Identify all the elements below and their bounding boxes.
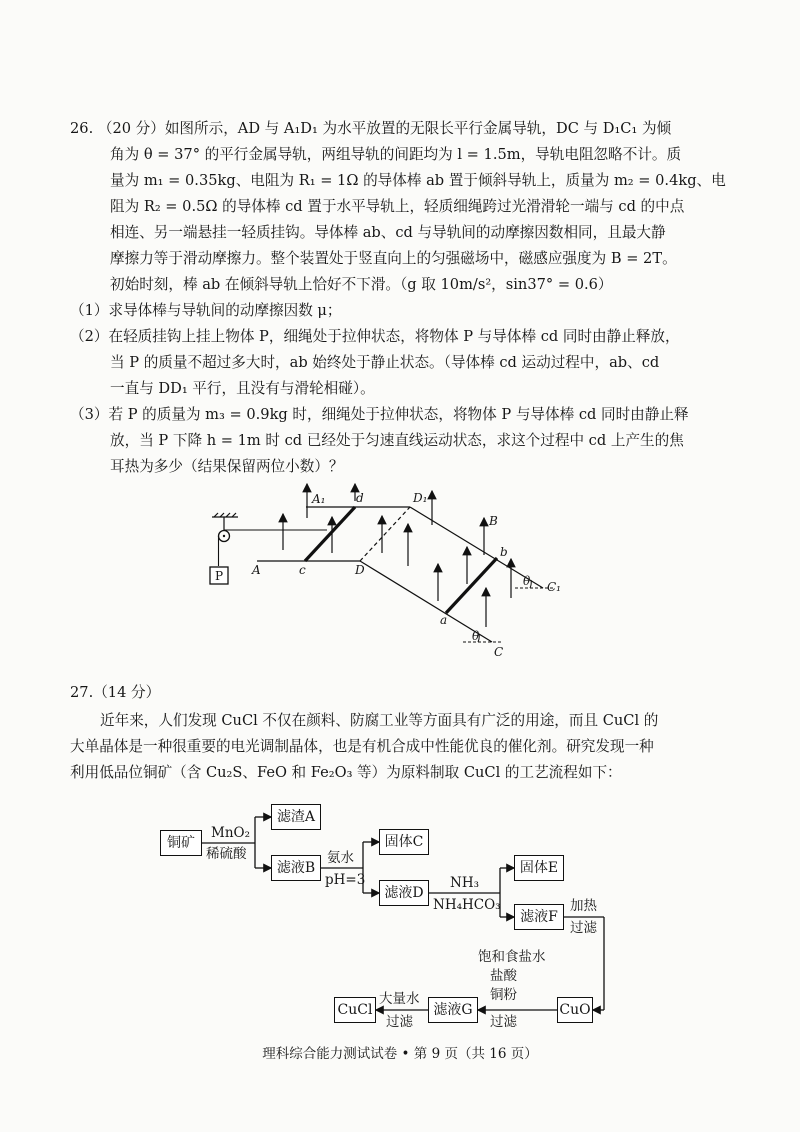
q27-para-line: 大单晶体是一种很重要的电光调制晶体，也是有机合成中性能优良的催化剂。研究发现一种 bbox=[70, 738, 654, 755]
q26-sub2-line: 当 P 的质量不超过多大时，ab 始终处于静止状态。（导体棒 cd 运动过程中，ab、cd bbox=[110, 354, 660, 371]
q26-sub2-line: （2）在轻质挂钩上挂上物体 P，细绳处于拉伸状态，将物体 P 与导体棒 cd 同时由静止释放， bbox=[70, 328, 680, 345]
reagent-ammonia: 氨水 bbox=[327, 850, 354, 866]
q27-para-line: 近年来，人们发现 CuCl 不仅在颜料、防腐工业等方面具有广泛的用途，而且 CuCl 的 bbox=[100, 712, 659, 729]
box-copper-ore: 铜矿 bbox=[160, 830, 202, 856]
q26-sub2-line: 一直与 DD₁ 平行，且没有与滑轮相碰）。 bbox=[110, 380, 375, 397]
reagent-cu-powder: 铜粉 bbox=[490, 987, 517, 1003]
label-A1: A₁ bbox=[312, 492, 326, 506]
box-solid-c: 固体C bbox=[379, 829, 429, 855]
reagent-brine: 饱和食盐水 bbox=[478, 949, 546, 965]
q26-sub3-line: 耳热为多少（结果保留两位小数）？ bbox=[110, 458, 344, 475]
q26-line: 初始时刻，棒 ab 在倾斜导轨上恰好不下滑。（g 取 10m/s²，sin37° = 0.6） bbox=[110, 276, 613, 293]
q26-line: 26. （20 分）如图所示，AD 与 A₁D₁ 为水平放置的无限长平行金属导轨，DC 与 D₁C₁ 为倾 bbox=[70, 120, 672, 137]
op-heat: 加热 bbox=[570, 898, 597, 914]
reagent-hcl: 盐酸 bbox=[490, 968, 517, 984]
op-filter-3: 过滤 bbox=[386, 1014, 413, 1030]
op-filter-1: 过滤 bbox=[570, 920, 597, 936]
op-filter-2: 过滤 bbox=[490, 1014, 517, 1030]
label-b: b bbox=[500, 545, 508, 559]
q26-sub3-line: （3）若 P 的质量为 m₃ = 0.9kg 时，细绳处于拉伸状态，将物体 P 与导体棒 cd 同时由静止释 bbox=[70, 406, 689, 423]
box-filtrate-d: 滤液D bbox=[379, 880, 429, 906]
label-B: B bbox=[489, 514, 498, 528]
label-theta2: θ bbox=[472, 629, 480, 643]
box-filtrate-f: 滤液F bbox=[514, 904, 564, 930]
box-cucl: CuCl bbox=[334, 997, 376, 1023]
q27-para-line: 利用低品位铜矿（含 Cu₂S、FeO 和 Fe₂O₃ 等）为原料制取 CuCl 的工艺流程如下： bbox=[70, 764, 622, 781]
q26-line: 角为 θ = 37° 的平行金属导轨，两组导轨的间距均为 l = 1.5m，导轨电阻忽略不计。质 bbox=[110, 146, 682, 163]
q26-line: 阻为 R₂ = 0.5Ω 的导体棒 cd 置于水平导轨上，轻质细绳跨过光滑滑轮一端与 cd 的中点 bbox=[110, 198, 685, 215]
label-c: c bbox=[299, 563, 306, 577]
q26-sub3-line: 放，当 P 下降 h = 1m 时 cd 已经处于匀速直线运动状态，求这个过程中 cd 上产生的焦 bbox=[110, 432, 684, 449]
label-A: A bbox=[252, 563, 261, 577]
reagent-nh3: NH₃ bbox=[450, 875, 479, 891]
reagent-water: 大量水 bbox=[379, 991, 420, 1007]
label-a: a bbox=[440, 613, 448, 627]
label-d: d bbox=[356, 491, 364, 505]
box-cuo: CuO bbox=[557, 997, 593, 1023]
label-C1: C₁ bbox=[547, 580, 561, 594]
q26-sub1-text: （1）求导体棒与导轨间的动摩擦因数 μ； bbox=[70, 302, 342, 319]
reagent-ph: pH=3 bbox=[325, 872, 366, 888]
label-P: P bbox=[215, 569, 224, 583]
q26-line: 摩擦力等于滑动摩擦力。整个装置处于竖直向上的匀强磁场中，磁感应强度为 B = 2T。 bbox=[110, 250, 677, 267]
label-D1: D₁ bbox=[413, 491, 428, 505]
q27-title: 27.（14 分） bbox=[70, 684, 161, 701]
box-filtrate-b: 滤液B bbox=[271, 855, 321, 881]
box-filtrate-g: 滤液G bbox=[428, 997, 478, 1023]
reagent-mno2: MnO₂ bbox=[211, 825, 250, 841]
box-solid-e: 固体E bbox=[514, 855, 564, 881]
q26-line: 相连、另一端悬挂一轻质挂钩。导体棒 ab、cd 与导轨间的动摩擦因数相同，且最大静 bbox=[110, 224, 666, 241]
page-footer: 理科综合能力测试试卷 • 第 9 页（共 16 页） bbox=[262, 1046, 538, 1062]
reagent-h2so4: 稀硫酸 bbox=[206, 846, 247, 862]
reagent-nh4hco3: NH₄HCO₃ bbox=[433, 897, 501, 913]
box-residue-a: 滤渣A bbox=[271, 804, 321, 830]
label-theta1: θ bbox=[523, 574, 531, 588]
label-C: C bbox=[494, 645, 504, 659]
q26-line: 量为 m₁ = 0.35kg、电阻为 R₁ = 1Ω 的导体棒 ab 置于倾斜导轨上，质量为 m₂ = 0.4kg、电 bbox=[110, 172, 726, 189]
label-D: D bbox=[355, 563, 365, 577]
